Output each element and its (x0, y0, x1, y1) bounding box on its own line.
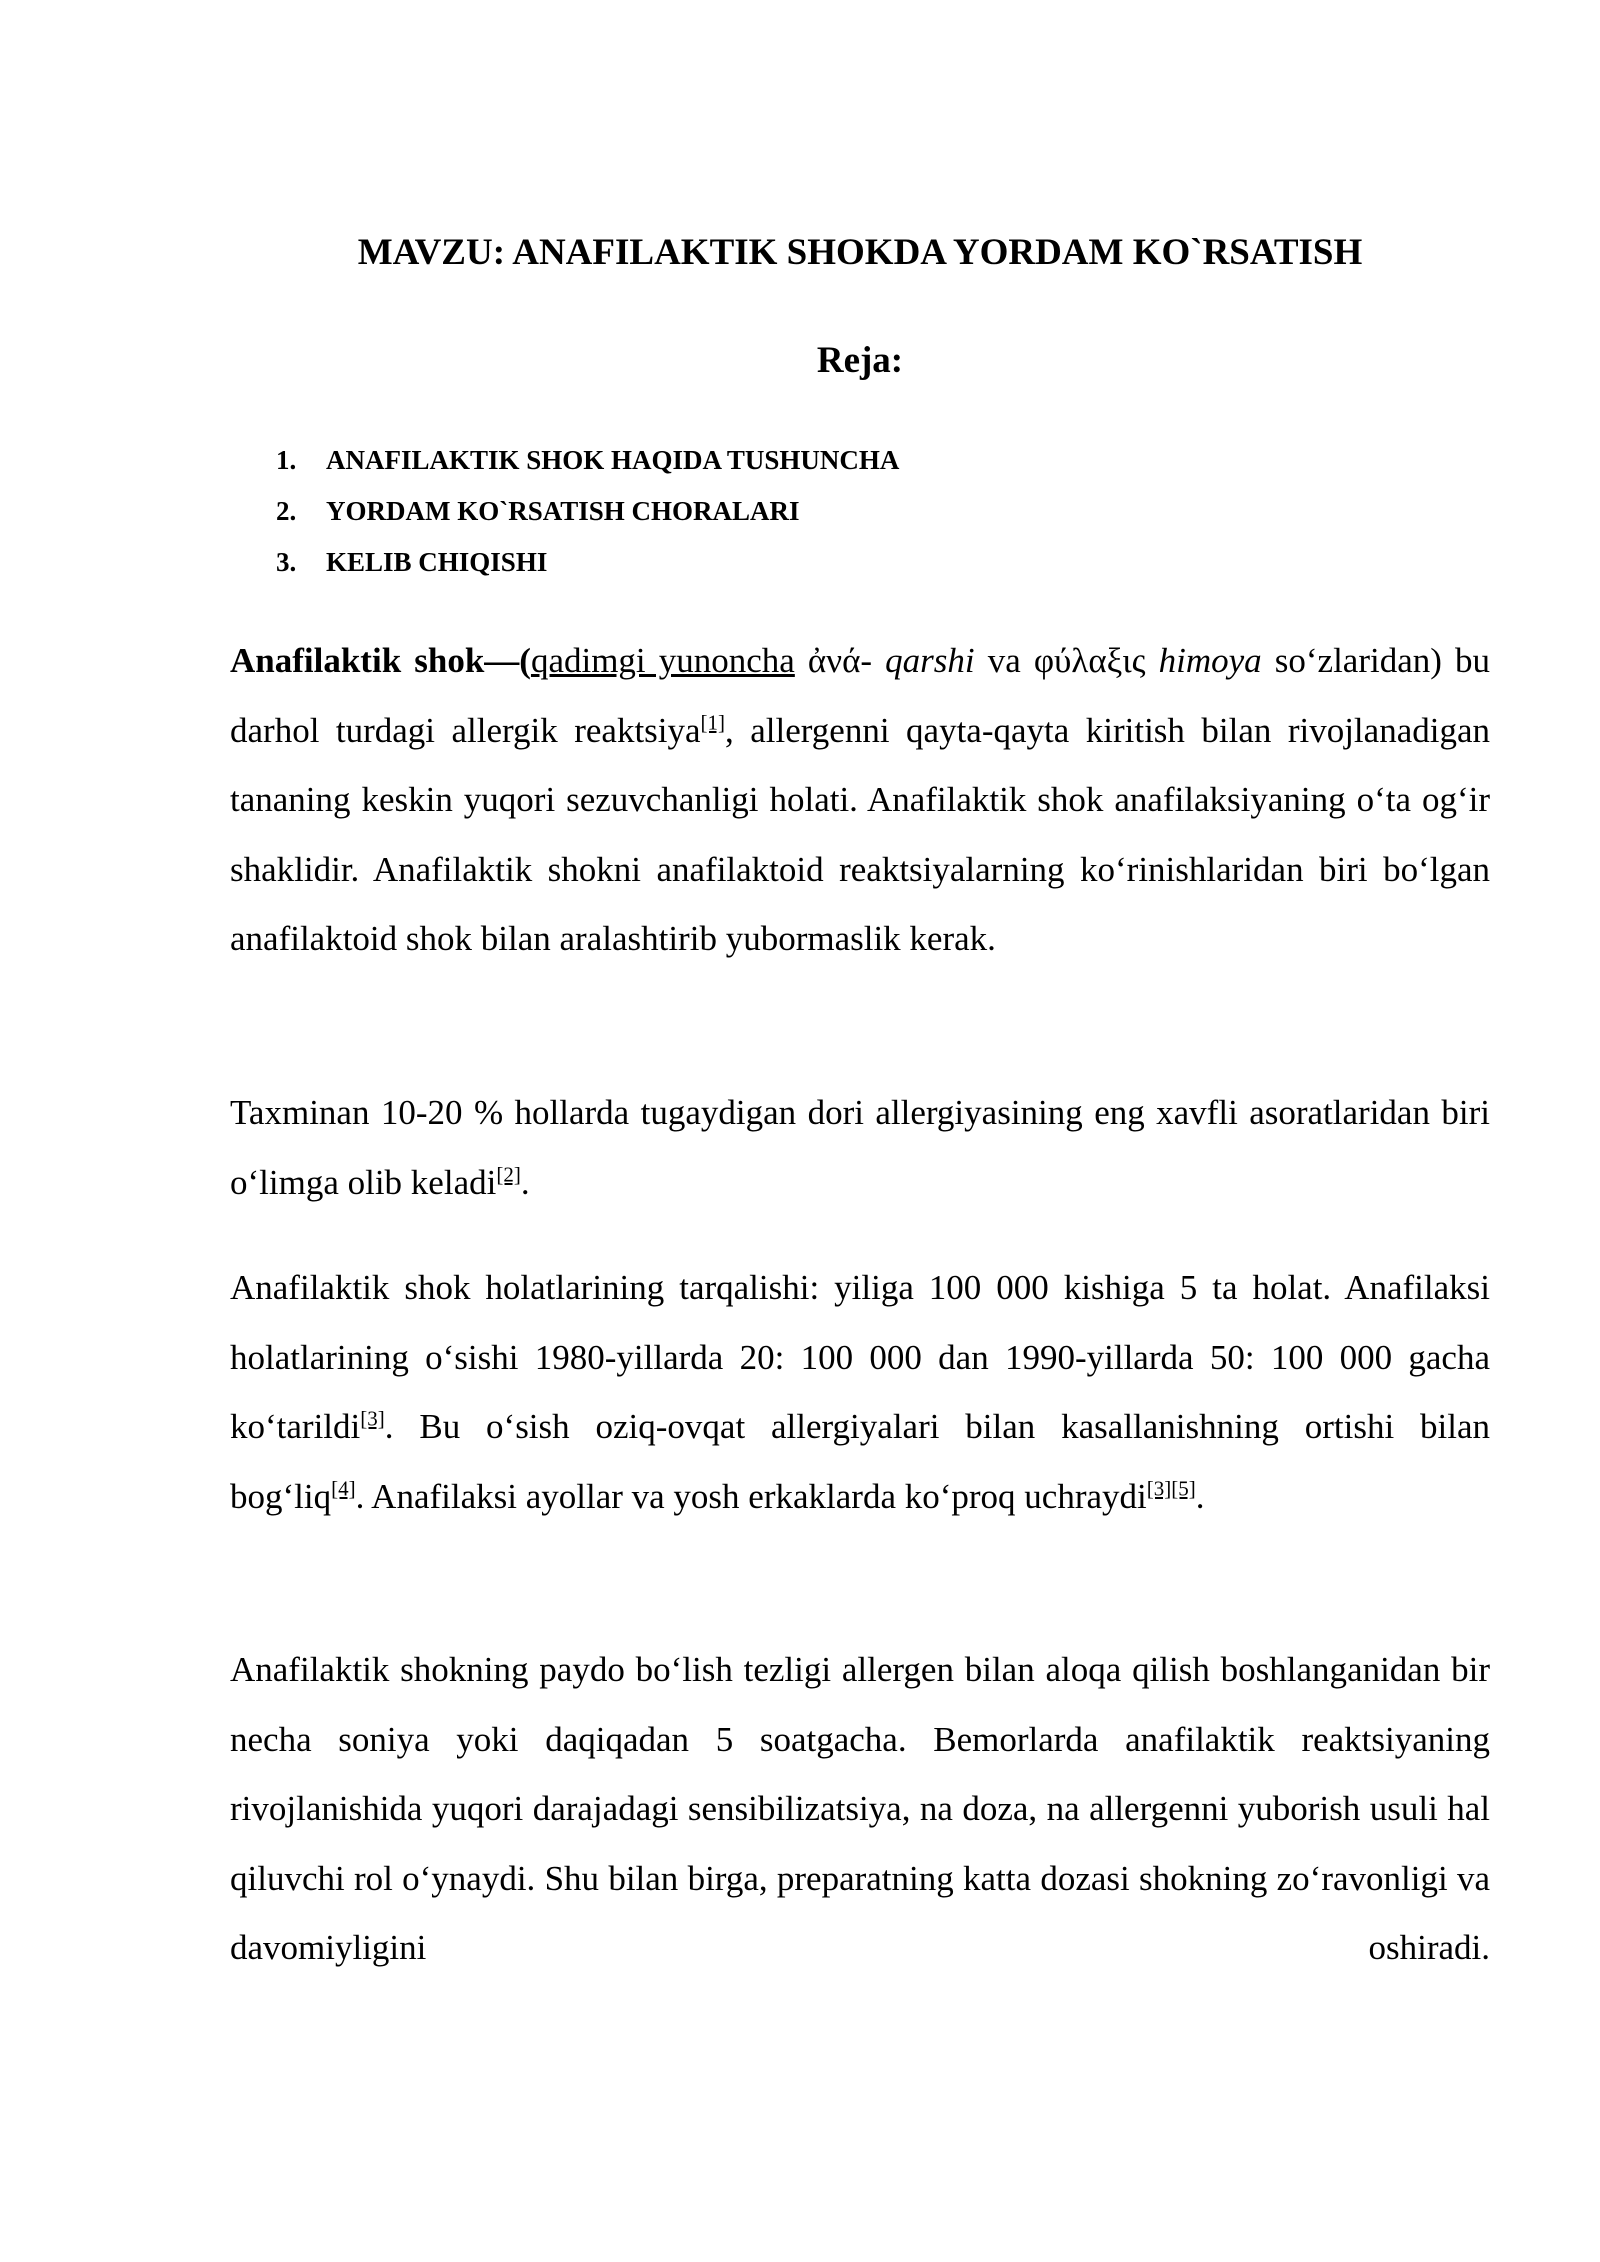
paragraph-definition (230, 626, 1490, 974)
plan-item-number: 1. (276, 445, 297, 475)
paragraph-onset: Anafilaktik shokning paydo bo‘lish tezligi allergen bilan aloqa qilish boshlanganidan bir necha soniya yoki daqiqadan 5 soatgacha. Bemorlarda anafilaktik reaktsiyaning rivojlanishida yuqori darajadagi sensibilizatsiya, na doza, na allergenni yuborish usuli hal qiluvchi rol o‘ynaydi. Shu bilan birga, preparatning katta dozasi shokning zo‘ravonligi va davomiyligini oshiradi. (230, 1650, 1490, 1967)
footnote-ref[interactable]: [1] (700, 709, 726, 734)
plan-item-text: KELIB CHIQISHI (326, 547, 548, 577)
paragraph-text: Taxminan 10-20 % hollarda tugaydigan dori allergiyasining eng xavfli asoratlaridan biri o‘limga olib keladi (230, 1093, 1490, 1202)
term-dash: —( (484, 641, 531, 680)
paragraph-text: . Bu o‘sish oziq-ovqat allergiyalari bilan kasallanishning ortishi bilan bog‘liq (230, 1407, 1490, 1516)
footnote-ref[interactable]: [4] (331, 1475, 356, 1500)
plan-item (276, 442, 899, 493)
paragraph-text: so‘zlaridan) bu darhol turdagi allergik reaktsiya (230, 641, 1490, 750)
plan-item-text: ANAFILAKTIK SHOK HAQIDA TUSHUNCHA (326, 445, 900, 475)
document-title: MAVZU: ANAFILAKTIK SHOKDA YORDAM KO`RSATISH (357, 232, 1363, 273)
footnote-ref[interactable]: [3][5] (1146, 1475, 1196, 1500)
paragraph-text: . (520, 1162, 530, 1202)
word-qarshi: qarshi (885, 641, 975, 680)
footnote-ref[interactable]: [2] (496, 1161, 521, 1186)
greek-origin-link[interactable]: qadimgi yunoncha (530, 641, 795, 680)
paragraph-prevalence (230, 1253, 1490, 1531)
plan-item (276, 544, 899, 595)
plan-list (276, 442, 899, 595)
plan-heading: Reja: (816, 340, 904, 381)
term-bold: Anafilaktik shok (230, 641, 485, 680)
paragraph-text: . Anafilaksi ayollar va yosh erkaklarda ko‘proq uchraydi (355, 1476, 1147, 1516)
plan-item-number: 3. (276, 547, 297, 577)
word-himoya: himoya (1158, 641, 1262, 680)
footnote-ref[interactable]: [3] (360, 1406, 385, 1431)
paragraph-text: , allergenni qayta-qayta kiritish bilan rivojlanadigan tananing keskin yuqori sezuvchanligi holati. Anafilaktik shok anafilaksiyaning o‘ta og‘ir shaklidir. Anafilaktik shokni anafilaktoid reaktsiyalarning ko‘rinishlaridan biri bo‘lgan anafilaktoid shok bilan aralashtirib yubormaslik kerak. (230, 710, 1490, 958)
plan-item-number: 2. (276, 496, 297, 526)
plan-item (276, 493, 899, 544)
greek-word-1: ἀνά- (794, 641, 886, 680)
greek-word-2: va φύλαξις (974, 641, 1159, 680)
paragraph-text: . (1195, 1476, 1205, 1516)
paragraph-mortality (230, 1078, 1490, 1217)
plan-item-text: YORDAM KO`RSATISH CHORALARI (326, 496, 800, 526)
paragraph-text: Anafilaktik shok holatlarining tarqalishi: yiliga 100 000 kishiga 5 ta holat. Anafilaksi holatlarining o‘sishi 1980-yillarda 20: 100 000 dan 1990-yillarda 50: 100 000 gacha ko‘tarildi (230, 1268, 1490, 1446)
